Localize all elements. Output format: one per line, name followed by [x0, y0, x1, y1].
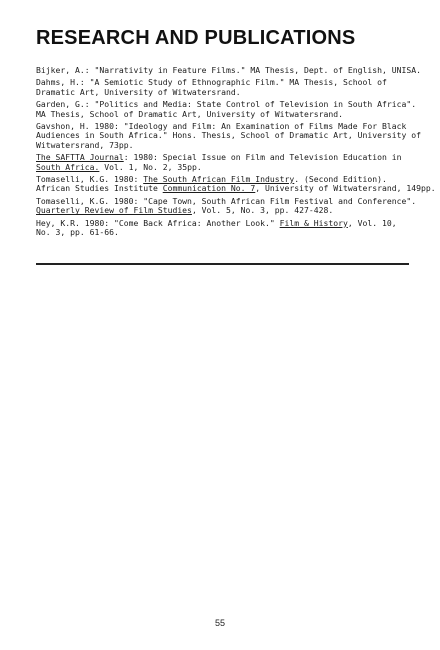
underlined-title: South Africa. — [36, 161, 100, 172]
reference-text: Audiences in South Africa." Hons. Thesis, School of Dramatic Art, University of — [36, 130, 421, 141]
reference-list — [36, 65, 436, 241]
page-heading: RESEARCH AND PUBLICATIONS — [36, 27, 356, 49]
page-number: 55 — [214, 618, 225, 628]
reference-entry — [36, 65, 421, 75]
reference-text: . (Second Edition). — [294, 174, 387, 185]
reference-line — [36, 110, 414, 119]
reference-text: , Vol. 10, — [347, 217, 397, 228]
reference-text: No. 3, pp. 61-66. — [36, 227, 119, 238]
reference-entry — [36, 121, 421, 150]
reference-entry — [36, 174, 436, 194]
reference-line — [36, 183, 436, 194]
reference-line — [36, 65, 421, 75]
reference-line — [36, 206, 414, 215]
reference-text: Witwatersrand, 73pp. — [36, 139, 134, 150]
reference-text: African Studies Institute — [36, 183, 163, 194]
underlined-title: Communication No. 7 — [162, 183, 256, 194]
underlined-title: Film & History — [279, 217, 348, 228]
reference-text: Dramatic Art, University of Witwatersrand. — [36, 86, 241, 97]
reference-entry — [36, 153, 414, 172]
reference-text: , Vol. 5, No. 3, pp. 427-428. — [191, 205, 334, 216]
section-divider — [36, 263, 409, 265]
reference-text: Vol. 1, No. 2, 35pp. — [99, 161, 202, 172]
reference-text: Hey, K.R. 1980: "Come Back Africa: Another Look." — [36, 217, 280, 228]
reference-line — [36, 88, 414, 97]
reference-entry — [36, 99, 417, 119]
reference-entry — [36, 195, 417, 216]
underlined-title: Quarterly Review of Film Studies — [36, 205, 192, 216]
reference-line — [36, 228, 414, 237]
reference-text: Bijker, A.: "Narrativity in Feature Films." MA Thesis, Dept. of English, UNISA. — [36, 65, 421, 75]
reference-text: Gavshon, H. 1980: "Ideology and Film: An Examination of Films Made For Black — [36, 121, 407, 132]
reference-text: , University of Witwatersrand, 149pp. — [255, 183, 436, 194]
underlined-title: The South African Film Industry — [143, 174, 295, 185]
underlined-title: The SAFTTA Journal — [36, 152, 124, 163]
reference-text: Garden, G.: "Politics and Media: State Control of Television in South Africa". — [36, 99, 417, 110]
reference-line — [36, 163, 414, 172]
reference-line — [36, 141, 414, 150]
reference-text: MA Thesis, School of Dramatic Art, University of Witwatersrand. — [36, 108, 343, 119]
reference-text: Dahms, H.: "A Semiotic Study of Ethnographic Film." MA Thesis, School of — [36, 77, 387, 88]
reference-text: Tomaselli, K.G. 1980: — [36, 174, 144, 185]
reference-entry — [36, 78, 414, 97]
reference-entry — [36, 219, 414, 238]
reference-text: Tomaselli, K.G. 1980: "Cape Town, South African Film Festival and Conference". — [36, 195, 417, 206]
reference-text: : 1980: Special Issue on Film and Television Education in — [123, 152, 402, 163]
